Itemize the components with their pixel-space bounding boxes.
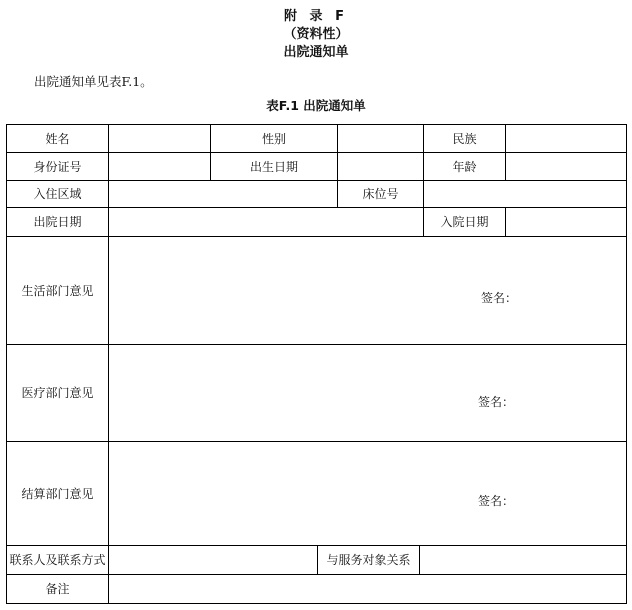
label-relationship: 与服务对象关系 [326,553,411,567]
table-caption: 表F.1 出院通知单 [266,98,366,113]
age-field[interactable] [506,153,626,180]
residence-area-field[interactable] [109,181,337,207]
appendix-subject: 出院通知单 [283,45,349,60]
medical-dept-signature-label: 签名： [478,395,515,409]
contact-field[interactable] [109,546,317,574]
birth-date-field[interactable] [338,153,423,180]
label-gender: 性别 [261,131,286,146]
label-discharge-date: 出院日期 [33,215,82,229]
label-life-dept-opinion: 生活部门意见 [21,283,94,298]
label-age: 年龄 [452,159,477,174]
life-dept-opinion-field[interactable] [109,237,626,344]
settlement-dept-opinion-field[interactable] [109,442,626,545]
label-contact: 联系人及联系方式 [9,553,106,567]
life-dept-signature-label: 签名： [481,291,518,305]
relationship-field[interactable] [420,546,626,574]
table-border-bottom [6,603,627,604]
label-settlement-dept-opinion: 结算部门意见 [21,486,94,501]
gender-field[interactable] [338,125,423,152]
intro-text: 出院通知单见表F.1。 [34,74,153,89]
label-residence-area: 入住区域 [33,187,82,201]
label-remarks: 备注 [45,582,70,596]
name-field[interactable] [109,125,210,152]
label-admission-date: 入院日期 [440,215,489,229]
label-ethnicity: 民族 [452,131,477,146]
settlement-dept-signature-label: 签名： [478,494,515,508]
ethnicity-field[interactable] [506,125,626,152]
label-birth-date: 出生日期 [249,159,298,174]
bed-number-field[interactable] [424,181,626,207]
label-id-number: 身份证号 [33,159,82,174]
admission-date-field[interactable] [506,208,626,236]
label-medical-dept-opinion: 医疗部门意见 [21,386,94,400]
discharge-date-field[interactable] [109,208,423,236]
label-name: 姓名 [45,131,70,146]
remarks-field[interactable] [109,575,626,603]
appendix-note: （资料性） [283,27,349,42]
id-number-field[interactable] [109,153,210,180]
table-border-right [626,124,627,604]
appendix-title: 附 录 F [284,9,348,24]
medical-dept-opinion-field[interactable] [109,345,626,441]
label-bed-number: 床位号 [362,187,399,201]
